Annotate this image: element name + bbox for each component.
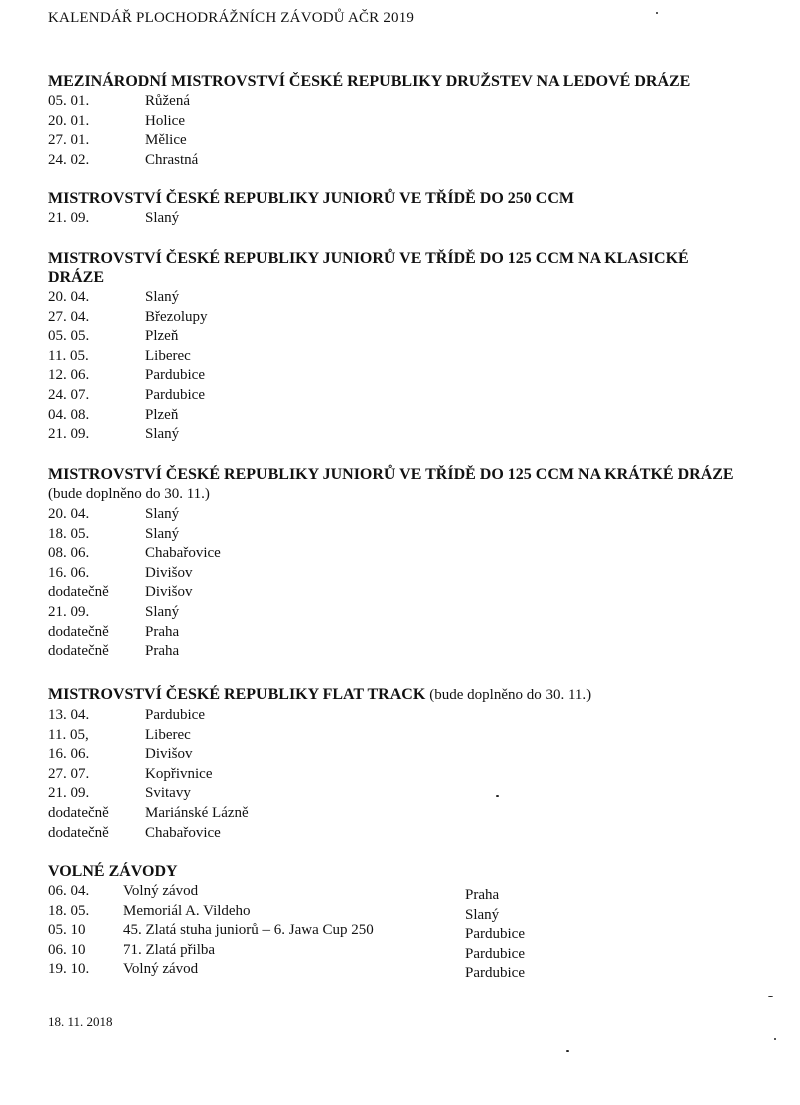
race-place: Chrastná [145,151,199,168]
race-place: Slaný [145,525,180,542]
race-date: 21. 09. [48,210,90,226]
race-date: 11. 05, [48,726,89,743]
race-row [48,347,748,367]
race-date: 24. 02. [48,151,90,168]
free-race-list [48,882,748,980]
section-juniors-250 [48,189,748,229]
race-event: Memoriál A. Vildeho [123,902,251,919]
race-row [48,112,748,132]
race-place: Chabařovice [145,545,221,562]
race-row [48,784,748,804]
race-row [48,525,748,545]
race-date: 05. 10 [48,922,86,938]
section-title [48,72,748,91]
race-place: Chabařovice [145,824,221,841]
section-title [48,465,748,504]
race-date: 19. 10. [48,961,90,977]
race-date: 16. 06. [48,746,90,763]
race-row [48,544,748,564]
race-date: dodatečně [48,584,109,601]
race-place: Plzeň [145,406,179,423]
race-date: dodatečně [48,623,109,640]
free-race-row [48,882,748,902]
race-event: 45. Zlatá stuha juniorů – 6. Jawa Cup 250 [123,922,374,938]
race-row [48,726,748,746]
race-date: dodatečně [48,824,109,841]
scan-speck [774,1038,776,1040]
section-title [48,862,748,881]
race-list [48,92,748,170]
race-place: Divišov [145,584,193,601]
race-date: 20. 01. [48,112,90,129]
scan-speck [566,1050,569,1052]
race-date: 13. 04. [48,707,90,723]
race-row [48,824,748,844]
race-date: 12. 06. [48,367,90,384]
scan-speck [656,12,658,14]
race-date: 04. 08. [48,406,90,423]
race-event: Volný závod [123,883,199,899]
section-title-text: MISTROVSTVÍ ČESKÉ REPUBLIKY FLAT TRACK [48,686,426,703]
race-date: 16. 06. [48,564,90,581]
section-juniors-125-classic [48,249,748,445]
race-place: Liberec [145,347,191,364]
race-row [48,706,748,726]
race-place: Pardubice [465,965,525,981]
section-title-text: MISTROVSTVÍ ČESKÉ REPUBLIKY JUNIORŮ VE TŘÍDĚ DO 125 CCM NA KRÁTKÉ DRÁZE [48,466,734,483]
race-row [48,327,748,347]
race-event: Volný závod [123,961,199,977]
race-row [48,151,748,171]
section-title-text: MISTROVSTVÍ ČESKÉ REPUBLIKY JUNIORŮ VE TŘÍDĚ DO 250 CCM [48,190,575,207]
race-date: 27. 01. [48,132,90,149]
race-date: 21. 09. [48,603,90,620]
race-place: Praha [145,643,180,660]
race-date: dodatečně [48,804,109,821]
race-date: 21. 09. [48,785,90,802]
race-row [48,765,748,785]
race-date: 08. 06. [48,545,90,562]
section-title-text: MISTROVSTVÍ ČESKÉ REPUBLIKY JUNIORŮ VE TŘÍDĚ DO 125 CCM NA KLASICKÉ DRÁZE [48,250,689,286]
race-date: 24. 07. [48,386,90,403]
race-list [48,288,748,445]
section-title-text: VOLNÉ ZÁVODY [48,863,178,880]
race-place: Mělice [145,132,187,149]
race-date: 27. 07. [48,765,90,782]
race-row [48,209,748,229]
race-date: 06. 10 [48,941,86,958]
section-note: (bude doplněno do 30. 11.) [429,687,592,703]
document-date: 18. 11. 2018 [48,1014,113,1029]
race-place: Pardubice [145,386,205,403]
section-note: (bude doplněno do 30. 11.) [48,486,210,502]
race-list [48,209,748,229]
race-place: Slaný [145,289,180,305]
race-row [48,288,748,308]
section-flat-track [48,685,748,843]
race-date: 05. 05. [48,328,90,345]
race-place: Slaný [465,906,500,923]
race-row [48,564,748,584]
race-date: 11. 05. [48,347,89,364]
race-place: Kopřivnice [145,765,213,782]
race-place: Svitavy [145,785,191,802]
race-place: Slaný [145,506,180,522]
race-place: Divišov [145,564,193,581]
race-place: Slaný [145,603,180,620]
race-place: Pardubice [465,945,525,962]
race-row [48,642,748,662]
race-place: Holice [145,112,185,129]
race-row [48,505,748,525]
document-title: KALENDÁŘ PLOCHODRÁŽNÍCH ZÁVODŮ AČR 2019 [48,10,415,26]
section-title [48,189,748,208]
scan-speck [768,996,773,997]
race-row [48,386,748,406]
race-place: Pardubice [145,367,205,384]
race-place: Slaný [145,426,180,443]
race-list [48,706,748,843]
race-place: Mariánské Lázně [145,804,249,821]
race-place: Divišov [145,746,193,763]
section-title [48,249,748,287]
race-row [48,406,748,426]
section-title-text: MEZINÁRODNÍ MISTROVSTVÍ ČESKÉ REPUBLIKY DRUŽSTEV NA LEDOVÉ DRÁZE [48,73,691,90]
section-juniors-125-short [48,465,748,662]
race-place: Plzeň [145,328,179,345]
section-ice-racing-teams [48,72,748,170]
race-place: Pardubice [465,926,525,942]
race-date: 27. 04. [48,308,90,325]
race-row [48,804,748,824]
race-row [48,583,748,603]
race-date: 18. 05. [48,525,90,542]
section-free-races [48,862,748,980]
race-date: 20. 04. [48,289,90,305]
race-place: Pardubice [145,707,205,723]
race-date: 05. 01. [48,93,90,109]
race-place: Liberec [145,726,191,743]
race-row [48,308,748,328]
race-event: 71. Zlatá přilba [123,941,216,958]
race-date: 20. 04. [48,506,90,522]
race-place: Slaný [145,210,180,226]
race-date: dodatečně [48,643,109,660]
race-place: Praha [465,887,500,903]
race-row [48,366,748,386]
race-place: Praha [145,623,180,640]
scan-speck [496,795,499,797]
section-title [48,685,748,705]
race-row [48,623,748,643]
race-row [48,745,748,765]
race-place: Růžená [145,93,190,109]
race-place: Březolupy [145,308,208,325]
race-date: 21. 09. [48,426,90,443]
race-row [48,131,748,151]
race-row [48,603,748,623]
race-row [48,92,748,112]
race-row [48,425,748,445]
race-date: 06. 04. [48,883,90,899]
race-list [48,505,748,662]
race-date: 18. 05. [48,902,90,919]
